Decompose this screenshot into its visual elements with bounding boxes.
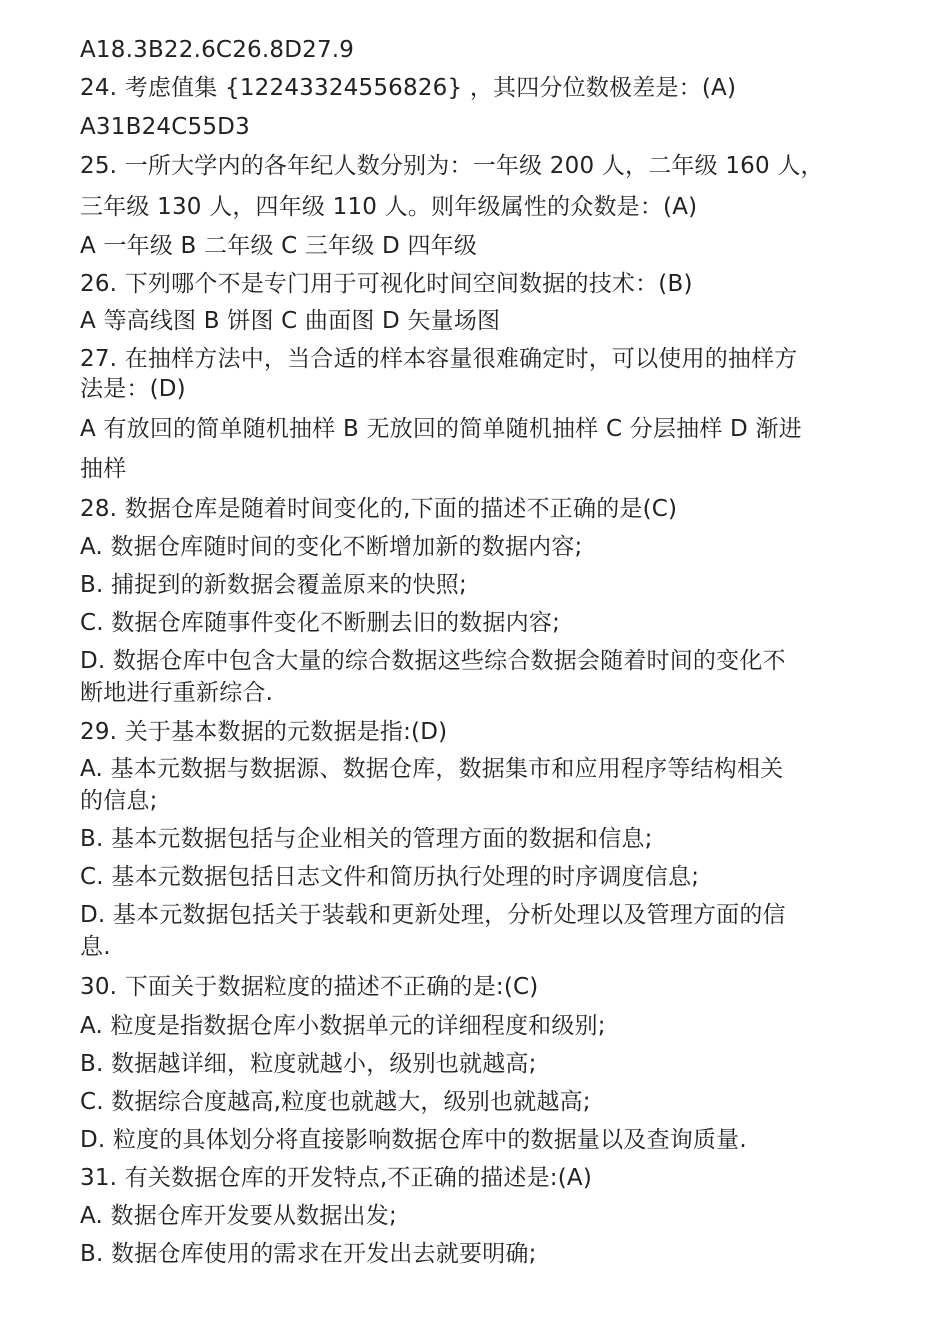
question-26: 26. 下列哪个不是专门用于可视化时间空间数据的技术：(B) [80, 271, 693, 297]
question-27-line-1: 27. 在抽样方法中，当合适的样本容量很难确定时，可以使用的抽样方 [80, 346, 798, 372]
question-30: 30. 下面关于数据粒度的描述不正确的是:(C) [80, 974, 539, 1000]
answer-options-25: A 一年级 B 二年级 C 三年级 D 四年级 [80, 233, 478, 259]
answer-options-26: A 等高线图 B 饼图 C 曲面图 D 矢量场图 [80, 308, 501, 334]
option-30-c: C. 数据综合度越高,粒度也就越大，级别也就越高; [80, 1089, 591, 1115]
option-29-b: B. 基本元数据包括与企业相关的管理方面的数据和信息; [80, 826, 653, 852]
question-27-line-2: 法是：(D) [80, 376, 186, 402]
document-page [80, 31, 880, 1273]
question-28: 28. 数据仓库是随着时间变化的,下面的描述不正确的是(C) [80, 496, 678, 522]
option-30-d: D. 粒度的具体划分将直接影响数据仓库中的数据量以及查询质量. [80, 1127, 747, 1153]
option-29-d-line-2: 息. [80, 934, 111, 960]
option-28-d-line-1: D. 数据仓库中包含大量的综合数据这些综合数据会随着时间的变化不 [80, 648, 786, 674]
option-29-a-line-1: A. 基本元数据与数据源、数据仓库，数据集市和应用程序等结构相关 [80, 756, 784, 782]
option-31-a: A. 数据仓库开发要从数据出发; [80, 1203, 397, 1229]
answer-options-23: A18.3B22.6C26.8D27.9 [80, 37, 355, 63]
option-28-b: B. 捕捉到的新数据会覆盖原来的快照; [80, 572, 467, 598]
question-31: 31. 有关数据仓库的开发特点,不正确的描述是:(A) [80, 1165, 593, 1191]
option-29-a-line-2: 的信息; [80, 788, 158, 814]
option-28-c: C. 数据仓库随事件变化不断删去旧的数据内容; [80, 610, 561, 636]
question-24: 24. 考虑值集 {12243324556826} ，其四分位数极差是：(A) [80, 75, 737, 101]
question-25-line-2: 三年级 130 人，四年级 110 人。则年级属性的众数是：(A) [80, 194, 698, 220]
answer-options-27-line-2: 抽样 [80, 456, 127, 482]
option-30-b: B. 数据越详细，粒度就越小，级别也就越高; [80, 1051, 537, 1077]
option-29-c: C. 基本元数据包括日志文件和简历执行处理的时序调度信息; [80, 864, 700, 890]
question-25-line-1: 25. 一所大学内的各年纪人数分别为：一年级 200 人，二年级 160 人， [80, 153, 824, 179]
option-28-a: A. 数据仓库随时间的变化不断增加新的数据内容; [80, 534, 583, 560]
question-29: 29. 关于基本数据的元数据是指:(D) [80, 719, 448, 745]
option-29-d-line-1: D. 基本元数据包括关于装载和更新处理，分析处理以及管理方面的信 [80, 902, 786, 928]
answer-options-24: A31B24C55D3 [80, 114, 250, 140]
option-28-d-line-2: 断地进行重新综合. [80, 680, 274, 706]
answer-options-27-line-1: A 有放回的简单随机抽样 B 无放回的简单随机抽样 C 分层抽样 D 渐进 [80, 416, 802, 442]
option-30-a: A. 粒度是指数据仓库小数据单元的详细程度和级别; [80, 1013, 606, 1039]
option-31-b: B. 数据仓库使用的需求在开发出去就要明确; [80, 1241, 537, 1267]
